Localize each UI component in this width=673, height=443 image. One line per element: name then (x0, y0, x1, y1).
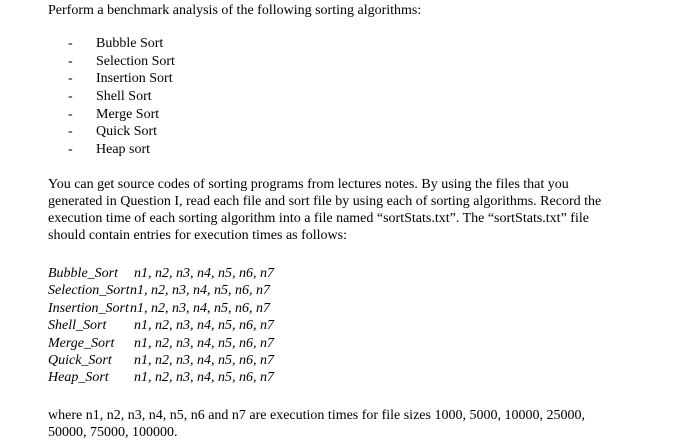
bullet-dash: - (68, 89, 73, 105)
stats-values: n1, n2, n3, n4, n5, n6, n7 (134, 266, 274, 281)
bullet-dash: - (68, 53, 73, 69)
algorithm-name: Merge Sort (96, 106, 160, 122)
intro-text: Perform a benchmark analysis of the following sorting algorithms: (48, 3, 422, 18)
bullet-dash: - (68, 106, 73, 122)
algorithm-name: Heap sort (96, 142, 151, 158)
stats-values: n1, n2, n3, n4, n5, n6, n7 (130, 300, 270, 316)
paragraph-line: generated in Question I, read each file and sort file by using each of sorting algorithms. Record the (48, 194, 602, 209)
stats-algorithm: Bubble_Sort (48, 266, 118, 281)
paragraph-line: You can get source codes of sorting programs from lectures notes. By using the files that you (48, 177, 569, 192)
algorithm-name: Selection Sort (96, 53, 175, 69)
bullet-dash: - (68, 142, 73, 158)
stats-values: n1, n2, n3, n4, n5, n6, n7 (130, 283, 270, 299)
instructions-paragraph (48, 176, 668, 244)
bullet-dash: - (68, 124, 73, 140)
stats-values: n1, n2, n3, n4, n5, n6, n7 (134, 318, 274, 334)
stats-algorithm: Selection_Sort (48, 283, 130, 299)
paragraph-line: should contain entries for execution times as follows: (48, 228, 347, 243)
bullet-dash: - (68, 36, 73, 51)
file-sizes-note (48, 407, 668, 441)
paragraph-line: execution time of each sorting algorithm into a file named “sortStats.txt”. The “sortStats.txt” file (48, 211, 589, 226)
stats-values: n1, n2, n3, n4, n5, n6, n7 (134, 352, 274, 368)
algorithm-name: Bubble Sort (96, 36, 164, 51)
footer-line: 50000, 75000, 100000. (48, 425, 178, 440)
stats-values: n1, n2, n3, n4, n5, n6, n7 (134, 335, 274, 351)
algorithm-name: Shell Sort (96, 89, 152, 105)
stats-algorithm: Merge_Sort (48, 335, 115, 351)
footer-line: where n1, n2, n3, n4, n5, n6 and n7 are execution times for file sizes 1000, 5000, 10000, 25000, (48, 408, 585, 423)
algorithm-name: Insertion Sort (96, 71, 173, 87)
stats-algorithm: Insertion_Sort (48, 300, 129, 316)
stats-algorithm: Heap_Sort (48, 370, 109, 386)
stats-values: n1, n2, n3, n4, n5, n6, n7 (134, 370, 274, 386)
stats-algorithm: Shell_Sort (48, 318, 107, 334)
algorithm-name: Quick Sort (96, 124, 158, 140)
bullet-dash: - (68, 71, 73, 87)
stats-algorithm: Quick_Sort (48, 352, 112, 368)
